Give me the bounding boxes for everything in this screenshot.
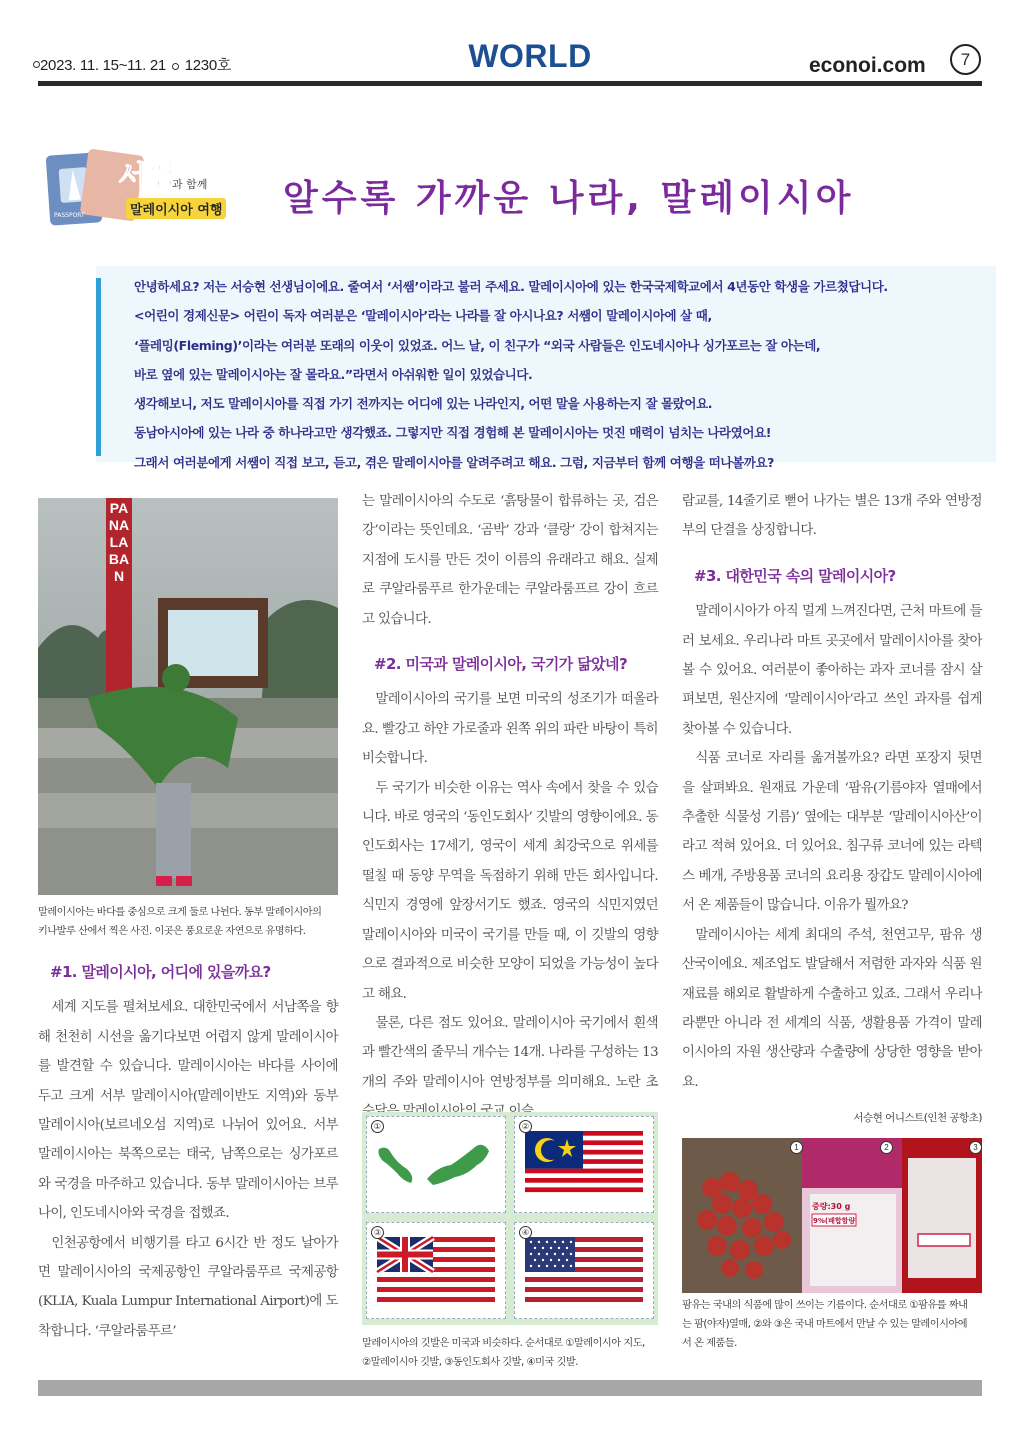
section-heading-1: #1. 말레이시아, 어디에 있을까요? — [50, 963, 271, 981]
photo-number: 1 — [790, 1141, 803, 1154]
malaysia-flag-cell — [514, 1116, 654, 1213]
malaysia-map-cell — [366, 1116, 506, 1213]
weight-text: 중량:30 g — [812, 1202, 851, 1211]
logo-main-text: 서쌤 — [118, 160, 174, 195]
east-india-company-flag-cell — [366, 1222, 506, 1319]
photo1-caption — [38, 903, 338, 941]
intro-line: ‘플레밍(Fleming)’이라는 여러분 또래의 이웃이 있었죠. 어느 날, 이 친구가 “외국 사람들은 인도네시아나 싱가포르는 잘 아는데, — [134, 337, 821, 353]
byline: 서승현 어니스트(인천 공항초) — [853, 1112, 982, 1124]
malaysia-flag — [515, 1117, 653, 1212]
photo-number: 3 — [969, 1141, 982, 1154]
intro-accent-bar — [96, 278, 101, 456]
logo-sub-text: 말레이시아 여행 — [126, 198, 226, 219]
us-flag — [515, 1223, 653, 1318]
site-link[interactable]: econoi.com — [809, 54, 926, 77]
caption-line: ②말레이시아 깃발, ③동인도회사 깃발, ④미국 깃발. — [362, 1357, 578, 1368]
mountain-photo — [38, 498, 338, 895]
issue-date: 2023. 11. 15~11. 21 — [40, 57, 166, 74]
logo-with-text: 과 함께 — [172, 178, 208, 191]
paragraph: 물론, 다른 점도 있어요. 말레이시아 국기에서 흰색과 빨간색의 줄무늬 개수는 14개. 나라를 구성하는 13개의 주와 말레이시아 연방정부를 의미해요. 노란 초 — [362, 1015, 658, 1090]
paragraph: 두 국기가 비슷한 이유는 역사 속에서 찾을 수 있습니다. 바로 영국의 ‘동인도회사’ 깃발의 영향이에요. 동인도회사는 17세기, 영국이 세계 최강국으로 위세를 떨칠 때 동양 무역을 독점하기 위해 만든 회사입니다. 식민지 경영에 앞장서기도 했죠. 영국의 식민지였던 말레이시아와 미국이 국기를 만들 때, 이 깃발의 영향으로 결과적으로 비슷한 모양이 되었을 가능성이 높다고 해요. — [362, 780, 658, 1002]
caption-line: 말레이시아의 깃발은 미국과 비슷하다. 순서대로 ①말레이시아 지도, — [362, 1338, 645, 1349]
paragraph: 말레이시아는 세계 최대의 주석, 천연고무, 팜유 생산국이에요. 제조업도 발달해서 저렴한 과자와 식품 원재료를 해외로 활발하게 수출하고 있죠. 그래서 우리나라뿐만 아니라 전 세계의 식품, 생활용품 가격이 말레이시아의 자원 생산량과 수출량에 상당한 영향을 받아요. — [682, 927, 982, 1090]
intro-text — [134, 272, 984, 477]
footer-bar — [38, 1380, 982, 1396]
header-dot — [33, 61, 40, 68]
caption-line: 말레이시아는 바다를 중심으로 크게 둘로 나뉜다. 동부 말레이시아의 — [38, 907, 322, 918]
paragraph: 인천공항에서 비행기를 타고 6시간 반 정도 날아가면 말레이시아의 국제공항인 쿠알라룸푸르 국제공항(KLIA, Kuala Lumpur International Airport)에 도착합니다. ‘쿠알라룸푸르’ — [38, 1235, 338, 1339]
intro-line: 생각해보니, 저도 말레이시아를 직접 가기 전까지는 어디에 있는 나라인지, 어떤 말을 사용하는지 잘 몰랐어요. — [134, 396, 713, 412]
figure-number: ③ — [371, 1226, 384, 1239]
section-heading-2: #2. 미국과 말레이시아, 국기가 닮았네? — [374, 655, 628, 674]
east-india-company-flag — [367, 1223, 505, 1318]
photo-number: 2 — [880, 1141, 893, 1154]
flags-caption — [362, 1334, 662, 1372]
column-2 — [362, 487, 658, 1127]
intro-line: <어린이 경제신문> 어린이 독자 여러분은 ‘말레이시아’라는 나라를 잘 아시나요? 서쌤이 말레이시아에 살 때, — [134, 308, 712, 324]
paragraph: 는 말레이시아의 수도로 ‘흙탕물이 합류하는 곳, 검은 강’이라는 뜻인데요. ‘곰박’ 강과 ‘클랑’ 강이 합쳐지는 지점에 도시를 만든 것이 이름의 유래라고 해요. 실제로 쿠알라룸푸르 한가운데는 쿠알라룸프르 강이 흐르고 있습니다. — [362, 494, 658, 627]
caption-line: 팜유는 국내의 식품에 많이 쓰이는 기름이다. 순서대로 ①팜유를 짜내 — [682, 1300, 968, 1311]
intro-line: 그래서 여러분에게 서쌤이 직접 보고, 듣고, 겪은 말레이시아를 알려주려고 해요. 그럼, 지금부터 함께 여행을 떠나볼까요? — [134, 454, 774, 470]
caption-line: 는 팜(야자)열매, ②와 ③은 국내 마트에서 만날 수 있는 말레이시아에 — [682, 1319, 968, 1330]
caption-line: 서 온 제품들. — [682, 1338, 737, 1349]
intro-line: 안녕하세요? 저는 서승현 선생님이에요. 줄여서 ‘서쌤’이라고 불러 주세요. 말레이시아에 있는 한국국제학교에서 4년동안 학생을 가르쳤답니다. — [134, 279, 888, 294]
us-flag-cell — [514, 1222, 654, 1319]
section-heading-3: #3. 대한민국 속의 말레이시아? — [694, 566, 896, 585]
header-date-line — [40, 54, 231, 75]
series-logo — [48, 152, 248, 230]
flags-figure — [362, 1112, 658, 1325]
paragraph: 말레이시아가 아직 멀게 느껴진다면, 근처 마트에 들러 보세요. 우리나라 마트 곳곳에서 말레이시아를 찾아볼 수 있어요. 여러분이 좋아하는 과자 코너를 잠시 살펴보면, 원산지에 ‘말레이시아’라고 쓰인 과자를 쉽게 찾아볼 수 있습니다. — [682, 604, 982, 737]
column-3 — [682, 487, 982, 1097]
palm-oil-photos — [682, 1138, 982, 1293]
panalaban-sign: PANALABAN — [108, 500, 130, 584]
issue-number: 1230호 — [184, 57, 232, 74]
caption-line: 키나발루 산에서 찍은 사진. 이곳은 풍요로운 자연으로 유명하다. — [38, 926, 306, 937]
figure-number: ① — [371, 1120, 384, 1133]
figure-number: ② — [519, 1120, 532, 1133]
blend-label: 9%(배합함량 — [813, 1217, 856, 1225]
paragraph: 람교를, 14줄기로 뻗어 나가는 별은 13개 주와 연방정부의 단결을 상징합니다. — [682, 494, 982, 539]
article-title: 알수록 가까운 나라, 말레이시아 — [283, 178, 855, 219]
section-title: WORLD — [468, 38, 592, 74]
intro-line: 동남아시아에 있는 나라 중 하나라고만 생각했죠. 그렇지만 직접 경험해 본 말레이시아는 멋진 매력이 넘치는 나라였어요! — [134, 425, 772, 441]
photos-caption — [682, 1296, 982, 1353]
intro-line: 바로 옆에 있는 말레이시아는 잘 몰라요.”라면서 아쉬워한 일이 있었습니다. — [134, 366, 533, 382]
header-rule — [38, 81, 982, 86]
paragraph: 식품 코너로 자리를 옮겨볼까요? 라면 포장지 뒷면을 살펴봐요. 원재료 가운데 ‘팜유(기름야자 열매에서 추출한 식물성 기름)’ 옆에는 대부분 ‘말레이시아산’이라고 적혀 있어요. 더 있어요. 침구류 코너에 있는 라텍스 베개, 주방용품 코너의 요리용 장갑도 말레이시아에서 온 제품들이 많습니다. 이유가 뭘까요? — [682, 751, 982, 914]
column-1 — [38, 950, 338, 1346]
malaysia-map — [367, 1117, 505, 1212]
figure-number: ④ — [519, 1226, 532, 1239]
page-number: 7 — [950, 44, 981, 75]
passport-label: PASSPORT — [54, 212, 85, 219]
paragraph: 말레이시아의 국기를 보면 미국의 성조기가 떠올라요. 빨강고 하얀 가로줄과 왼쪽 위의 파란 바탕이 특히 비슷합니다. — [362, 692, 658, 767]
header-dot — [172, 63, 179, 70]
paragraph: 세계 지도를 펼쳐보세요. 대한민국에서 서남쪽을 향해 천천히 시선을 옮기다보면 어렵지 않게 말레이시아를 발견할 수 있습니다. 말레이시아는 바다를 사이에 두고 크게 서부 말레이시아(말레이반도 지역)와 동부 말레이시아(보르네오섬 지역)로 나뉘어 있어요. 서부 말레이시아는 북쪽으로는 태국, 남쪽으로는 싱가포르와 국경을 마주하고 있습니다. 동부 말레이시아는 브루나이, 인도네시아와 국경을 접했죠. — [38, 1000, 338, 1222]
